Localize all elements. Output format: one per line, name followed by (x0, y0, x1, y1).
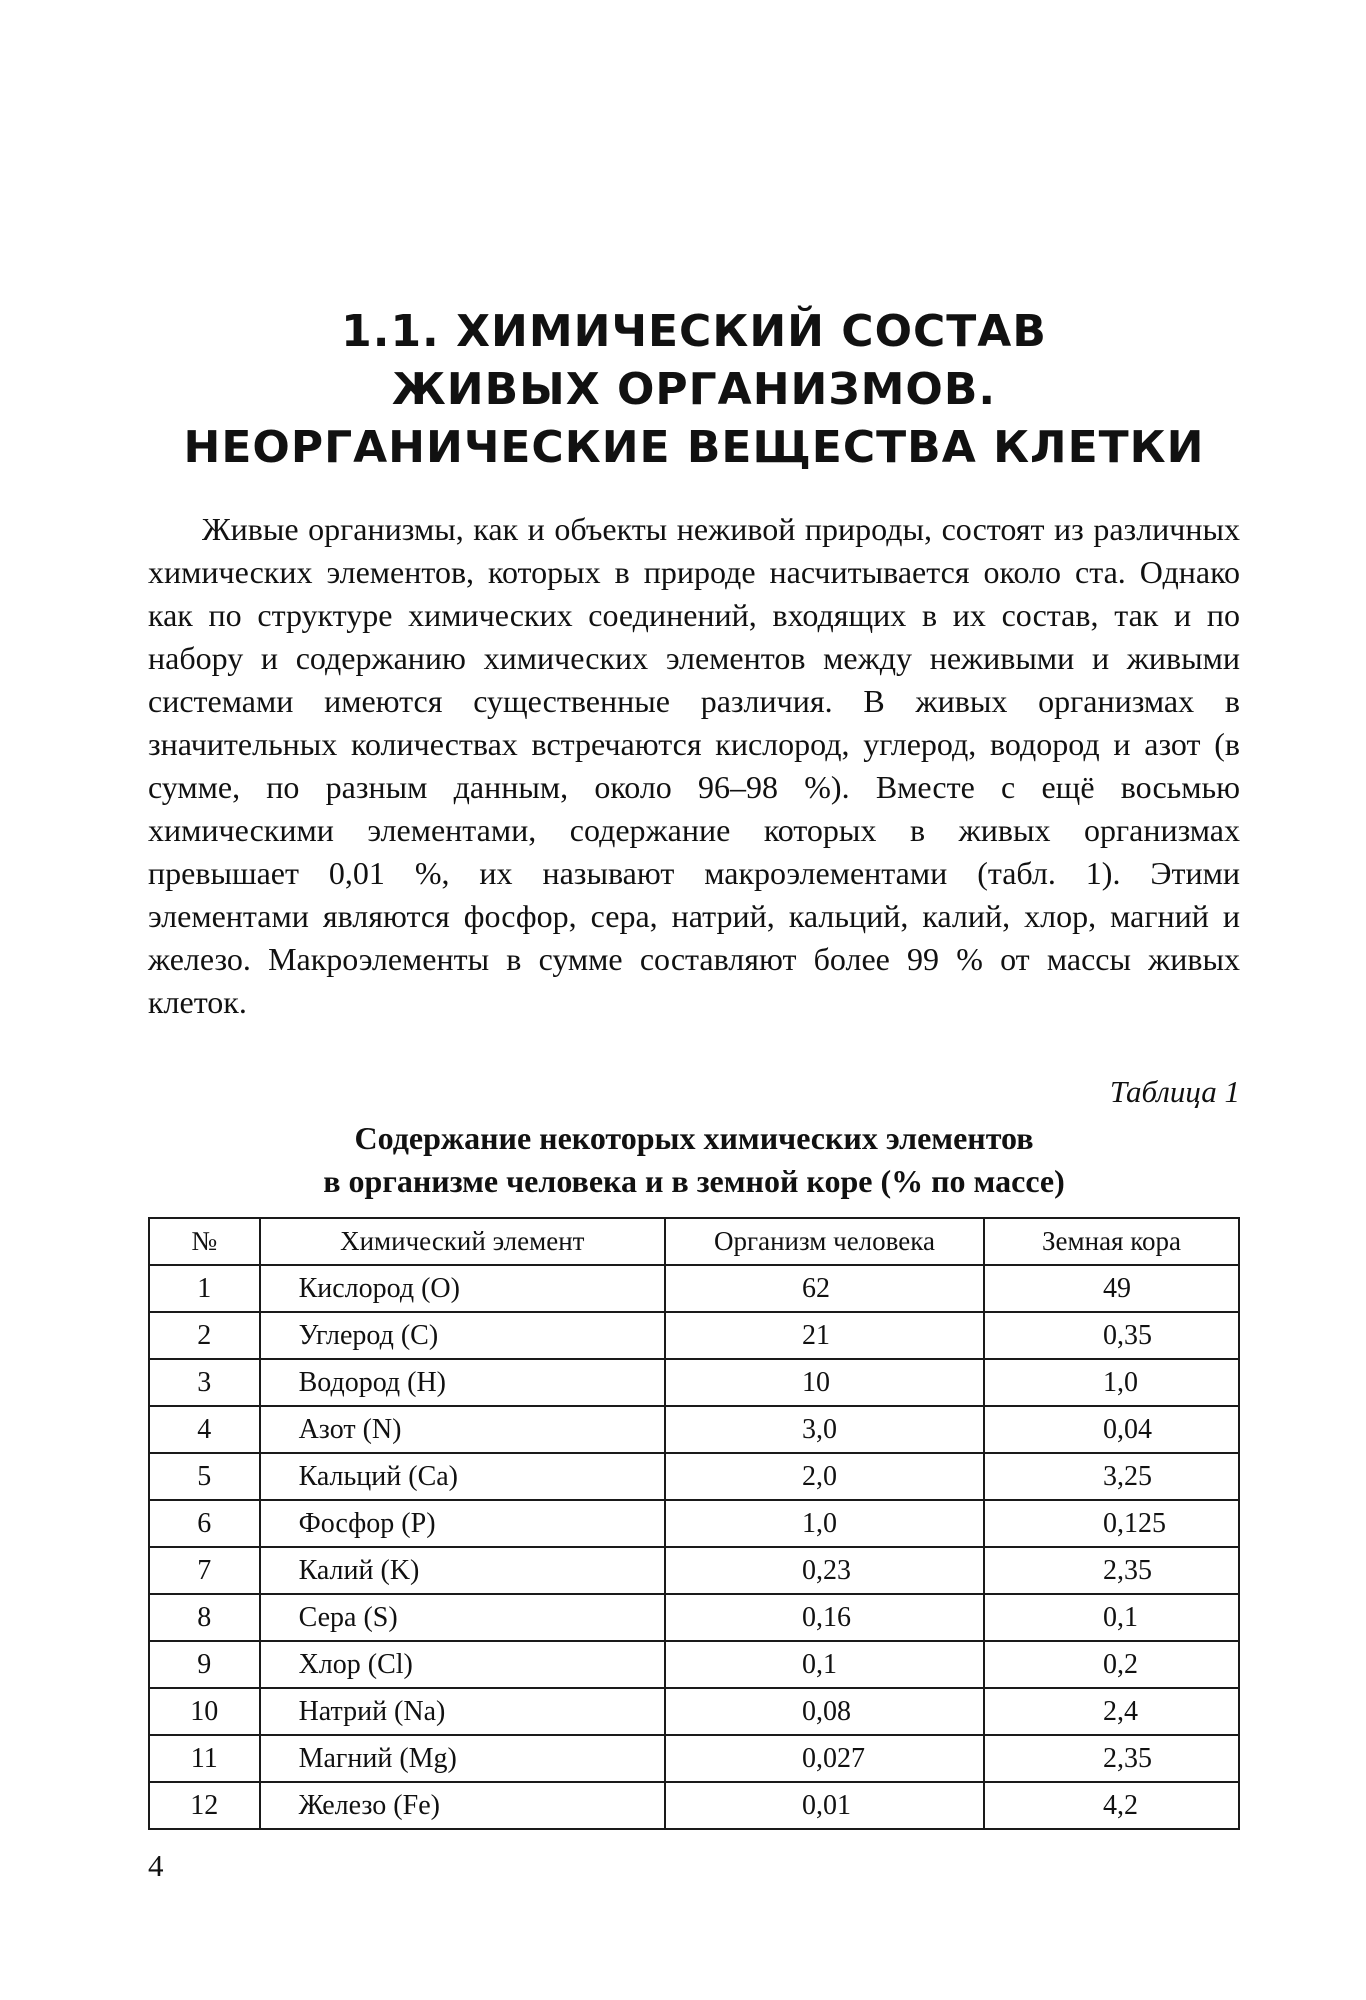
cell-element: Железо (Fe) (260, 1782, 665, 1829)
cell-earth-crust: 0,2 (984, 1641, 1239, 1688)
cell-number: 7 (149, 1547, 260, 1594)
book-page (148, 0, 1240, 2000)
cell-human-body: 3,0 (665, 1406, 984, 1453)
cell-human-body: 62 (665, 1265, 984, 1312)
cell-number: 10 (149, 1688, 260, 1735)
cell-human-body: 0,23 (665, 1547, 984, 1594)
table-row (149, 1500, 1239, 1547)
table-row (149, 1735, 1239, 1782)
table-row (149, 1641, 1239, 1688)
cell-number: 5 (149, 1453, 260, 1500)
table-caption-line-1: Содержание некоторых химических элементов (354, 1120, 1034, 1156)
cell-number: 6 (149, 1500, 260, 1547)
table-row (149, 1594, 1239, 1641)
cell-earth-crust: 0,35 (984, 1312, 1239, 1359)
table-row (149, 1359, 1239, 1406)
cell-number: 8 (149, 1594, 260, 1641)
page-number: 4 (148, 1848, 164, 1883)
section-heading (148, 303, 1240, 477)
cell-element: Кальций (Ca) (260, 1453, 665, 1500)
table-label: Таблица 1 (1109, 1074, 1240, 1109)
cell-element: Азот (N) (260, 1406, 665, 1453)
header-element: Химический элемент (260, 1218, 665, 1265)
cell-human-body: 0,027 (665, 1735, 984, 1782)
cell-earth-crust: 3,25 (984, 1453, 1239, 1500)
cell-earth-crust: 0,1 (984, 1594, 1239, 1641)
cell-number: 12 (149, 1782, 260, 1829)
cell-human-body: 0,08 (665, 1688, 984, 1735)
table-row (149, 1453, 1239, 1500)
cell-earth-crust: 0,125 (984, 1500, 1239, 1547)
table-row (149, 1547, 1239, 1594)
elements-table (148, 1217, 1240, 1830)
table-row (149, 1688, 1239, 1735)
table-row (149, 1312, 1239, 1359)
cell-human-body: 2,0 (665, 1453, 984, 1500)
cell-element: Фосфор (P) (260, 1500, 665, 1547)
cell-number: 9 (149, 1641, 260, 1688)
table-header-row (149, 1218, 1239, 1265)
cell-number: 3 (149, 1359, 260, 1406)
cell-element: Углерод (C) (260, 1312, 665, 1359)
table-row (149, 1265, 1239, 1312)
cell-earth-crust: 2,4 (984, 1688, 1239, 1735)
cell-element: Магний (Mg) (260, 1735, 665, 1782)
cell-number: 11 (149, 1735, 260, 1782)
cell-element: Натрий (Na) (260, 1688, 665, 1735)
header-earth-crust: Земная кора (984, 1218, 1239, 1265)
cell-element: Сера (S) (260, 1594, 665, 1641)
table-caption (148, 1117, 1240, 1203)
cell-element: Кислород (O) (260, 1265, 665, 1312)
cell-human-body: 1,0 (665, 1500, 984, 1547)
heading-line-3: НЕОРГАНИЧЕСКИЕ ВЕЩЕСТВА КЛЕТКИ (183, 422, 1205, 473)
cell-element: Водород (H) (260, 1359, 665, 1406)
cell-earth-crust: 4,2 (984, 1782, 1239, 1829)
cell-element: Калий (K) (260, 1547, 665, 1594)
header-human-body: Организм человека (665, 1218, 984, 1265)
cell-human-body: 0,16 (665, 1594, 984, 1641)
cell-human-body: 0,1 (665, 1641, 984, 1688)
cell-number: 2 (149, 1312, 260, 1359)
cell-number: 1 (149, 1265, 260, 1312)
table-row (149, 1782, 1239, 1829)
table-row (149, 1406, 1239, 1453)
cell-number: 4 (149, 1406, 260, 1453)
table-caption-line-2: в организме человека и в земной коре (% по массе) (323, 1163, 1065, 1199)
cell-earth-crust: 49 (984, 1265, 1239, 1312)
cell-human-body: 10 (665, 1359, 984, 1406)
cell-earth-crust: 0,04 (984, 1406, 1239, 1453)
cell-human-body: 0,01 (665, 1782, 984, 1829)
cell-earth-crust: 1,0 (984, 1359, 1239, 1406)
cell-human-body: 21 (665, 1312, 984, 1359)
body-paragraph: Живые организмы, как и объекты неживой природы, состоят из различных химических элементов, которых в природе насчитывается около ста. Однако как по структуре химических соединений, входящих в их состав, так и по набору и содержанию химических элементов между неживыми и живыми системами имеются существенные различия. В живых организмах в значительных количествах встречаются кислород, углерод, водород и азот (в сумме, по разным данным, около 96–98 %). Вместе с ещё восьмью химическими элементами, содержание которых в живых организмах превышает 0,01 %, их называют макроэлементами (табл. 1). Этими элементами являются фосфор, сера, натрий, кальций, калий, хлор, магний и железо. Макроэлементы в сумме составляют более 99 % от массы живых клеток. (148, 511, 1240, 1020)
heading-line-2: ЖИВЫХ ОРГАНИЗМОВ. (391, 364, 997, 415)
heading-line-1: 1.1. ХИМИЧЕСКИЙ СОСТАВ (341, 306, 1047, 357)
cell-earth-crust: 2,35 (984, 1547, 1239, 1594)
header-number: № (149, 1218, 260, 1265)
cell-element: Хлор (Cl) (260, 1641, 665, 1688)
cell-earth-crust: 2,35 (984, 1735, 1239, 1782)
